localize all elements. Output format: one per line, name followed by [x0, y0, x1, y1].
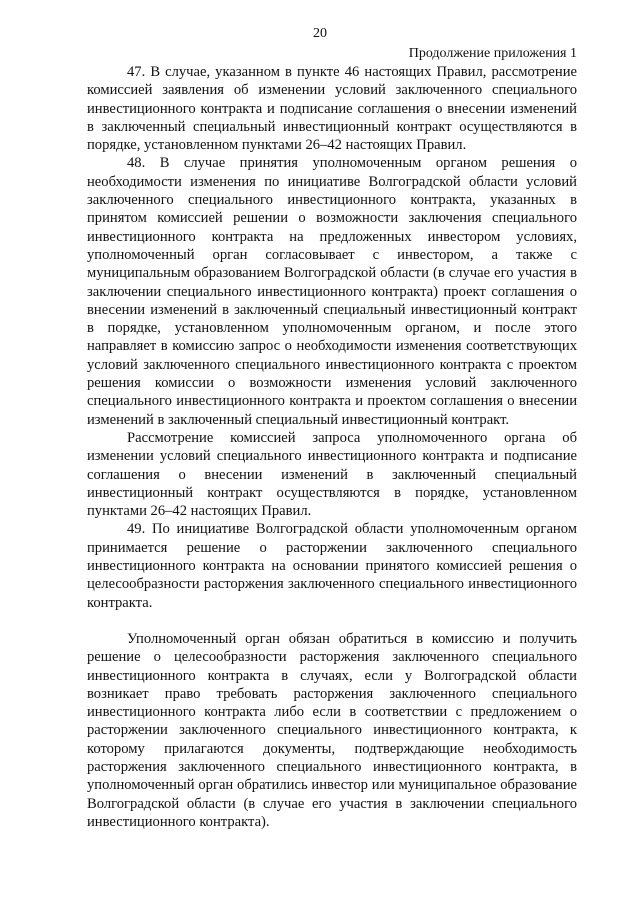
- paragraph-48: 48. В случае принятия уполномоченным органом решения о необходимости изменения по инициативе Волгоградской области условий заключенного специального инвестиционного контракта, указанных в принятом комиссией решении о возможности заключения специального инвестиционного контракта на предложенных инвестором условиях, уполномоченный орган согласовывает с инвестором, а также с муниципальным образованием Волгоградской области (в случае его участия в заключении специального инвестиционного контракта) проект соглашения о внесении изменений в заключенный специальный инвестиционный контракт в порядке, установленном уполномоченным органом, и после этого направляет в комиссию запрос о необходимости изменения соответствующих условий заключенного специального инвестиционного контракта с проектом решения комиссии о возможности изменения условий заключенного специального инвестиционного контракта и проектом соглашения о внесении изменений в заключенный специальный инвестиционный контракт.: [87, 155, 577, 428]
- document-body: [87, 63, 577, 831]
- continuation-label: Продолжение приложения 1: [408, 46, 577, 61]
- page-number: 20: [313, 26, 327, 41]
- paragraph-49: 49. По инициативе Волгоградской области уполномоченным органом принимается решение о расторжении заключенного специального инвестиционного контракта на основании принятого комиссией решения о целесообразности расторжения заключенного специального инвестиционного контракта.: [87, 521, 577, 611]
- paragraph-49-obligation: Уполномоченный орган обязан обратиться в комиссию и получить решение о целесообразности расторжения заключенного специального инвестиционного контракта в случаях, если у Волгоградской области возникает право требовать расторжения заключенного специального инвестиционного контракта либо если в соответствии с предложением о расторжении заключенного специального инвестиционного контракта, к которому прилагаются документы, подтверждающие необходимость расторжения заключенного специального инвестиционного контракта, в уполномоченный орган обратились инвестор или муниципальное образование Волгоградской области (в случае его участия в заключении специального инвестиционного контракта).: [87, 630, 577, 830]
- paragraph-48-review: Рассмотрение комиссией запроса уполномоченного органа об изменении условий специального инвестиционного контракта и подписание соглашения о внесении изменений в заключенный специальный инвестиционный контракт осуществляются в порядке, установленном пунктами 26–42 настоящих Правил.: [87, 429, 577, 520]
- paragraph-47: 47. В случае, указанном в пункте 46 настоящих Правил, рассмотрение комиссией заявления об изменении условий заключенного специального инвестиционного контракта и подписание соглашения о внесении изменений в заключенный специальный инвестиционный контракт осуществляются в порядке, установленном пунктами 26–42 настоящих Правил.: [87, 64, 577, 154]
